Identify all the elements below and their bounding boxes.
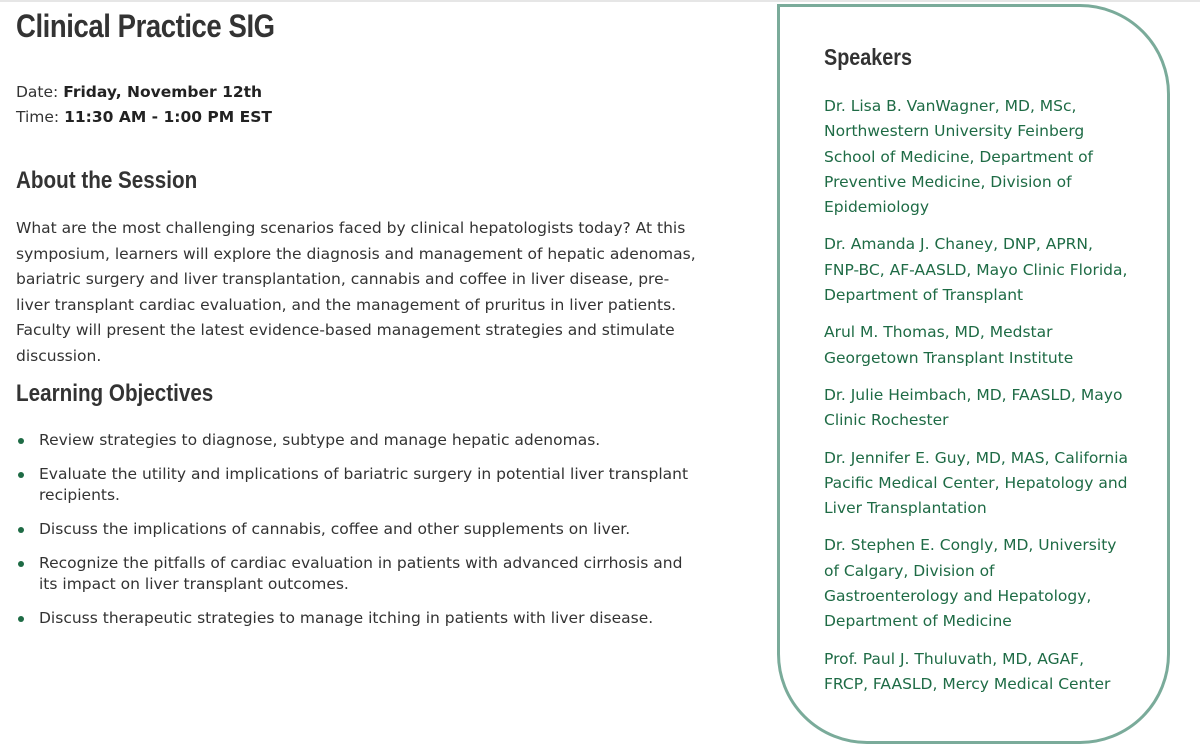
page-title: Clinical Practice SIG bbox=[16, 8, 275, 44]
objective-item bbox=[16, 464, 696, 506]
objective-text: Recognize the pitfalls of cardiac evaluation in patients with advanced cirrhosis and its impact on liver transplant outcomes. bbox=[39, 554, 683, 593]
about-heading: About the Session bbox=[16, 167, 198, 194]
session-details bbox=[16, 0, 696, 715]
session-meta bbox=[16, 80, 272, 130]
date-value: Friday, November 12th bbox=[63, 83, 263, 101]
time-label: Time: bbox=[16, 108, 60, 126]
bullet-icon bbox=[18, 472, 24, 478]
speaker-link[interactable]: Dr. Julie Heimbach, MD, FAASLD, Mayo Clinic Rochester bbox=[824, 385, 1123, 430]
about-text: What are the most challenging scenarios faced by clinical hepatologists today? At this symposium, learners will explore the diagnosis and management of hepatic adenomas, bariatric surgery and liver transplantation, cannabis and coffee in liver disease, pre-liver transplant cardiac evaluation, and the management of pruritus in liver patients. Faculty will present the latest evidence-based management strategies and stimulate discussion. bbox=[16, 219, 696, 365]
objective-item bbox=[16, 608, 696, 629]
bullet-icon bbox=[18, 527, 24, 533]
speaker-link[interactable]: Dr. Amanda J. Chaney, DNP, APRN, FNP-BC, AF-AASLD, Mayo Clinic Florida, Department of Transplant bbox=[824, 235, 1128, 305]
objective-item bbox=[16, 553, 696, 595]
speaker-link[interactable]: Prof. Paul J. Thuluvath, MD, AGAF, FRCP, FAASLD, Mercy Medical Center bbox=[824, 649, 1111, 693]
speakers-heading: Speakers bbox=[824, 44, 912, 70]
bullet-icon bbox=[18, 561, 24, 567]
objective-text: Review strategies to diagnose, subtype and manage hepatic adenomas. bbox=[39, 431, 601, 449]
speaker-link[interactable]: Dr. Jennifer E. Guy, MD, MAS, California Pacific Medical Center, Hepatology and Liver Transplantation bbox=[824, 448, 1129, 518]
bullet-icon bbox=[18, 438, 24, 444]
date-line bbox=[16, 80, 272, 105]
date-label: Date: bbox=[16, 83, 59, 101]
objectives-list bbox=[16, 430, 696, 642]
time-value: 11:30 AM - 1:00 PM EST bbox=[64, 108, 272, 126]
speaker-link[interactable]: Arul M. Thomas, MD, Medstar Georgetown Transplant Institute bbox=[824, 323, 1074, 367]
objective-text: Discuss the implications of cannabis, coffee and other supplements on liver. bbox=[39, 520, 631, 538]
objective-text: Evaluate the utility and implications of bariatric surgery in potential liver transplant recipients. bbox=[39, 465, 689, 504]
time-line bbox=[16, 105, 272, 130]
speaker-link[interactable]: Dr. Stephen E. Congly, MD, University of Calgary, Division of Gastroenterology and Hepatology, Department of Medicine bbox=[824, 536, 1117, 631]
objective-item bbox=[16, 430, 696, 451]
speakers-list bbox=[824, 94, 1129, 709]
objectives-heading: Learning Objectives bbox=[16, 380, 214, 407]
speaker-link[interactable]: Dr. Lisa B. VanWagner, MD, MSc, Northwestern University Feinberg School of Medicine, Department of Preventive Medicine, Division of Epidemiology bbox=[824, 97, 1094, 217]
objective-text: Discuss therapeutic strategies to manage itching in patients with liver disease. bbox=[39, 609, 654, 627]
objective-item bbox=[16, 519, 696, 540]
bullet-icon bbox=[18, 616, 24, 622]
